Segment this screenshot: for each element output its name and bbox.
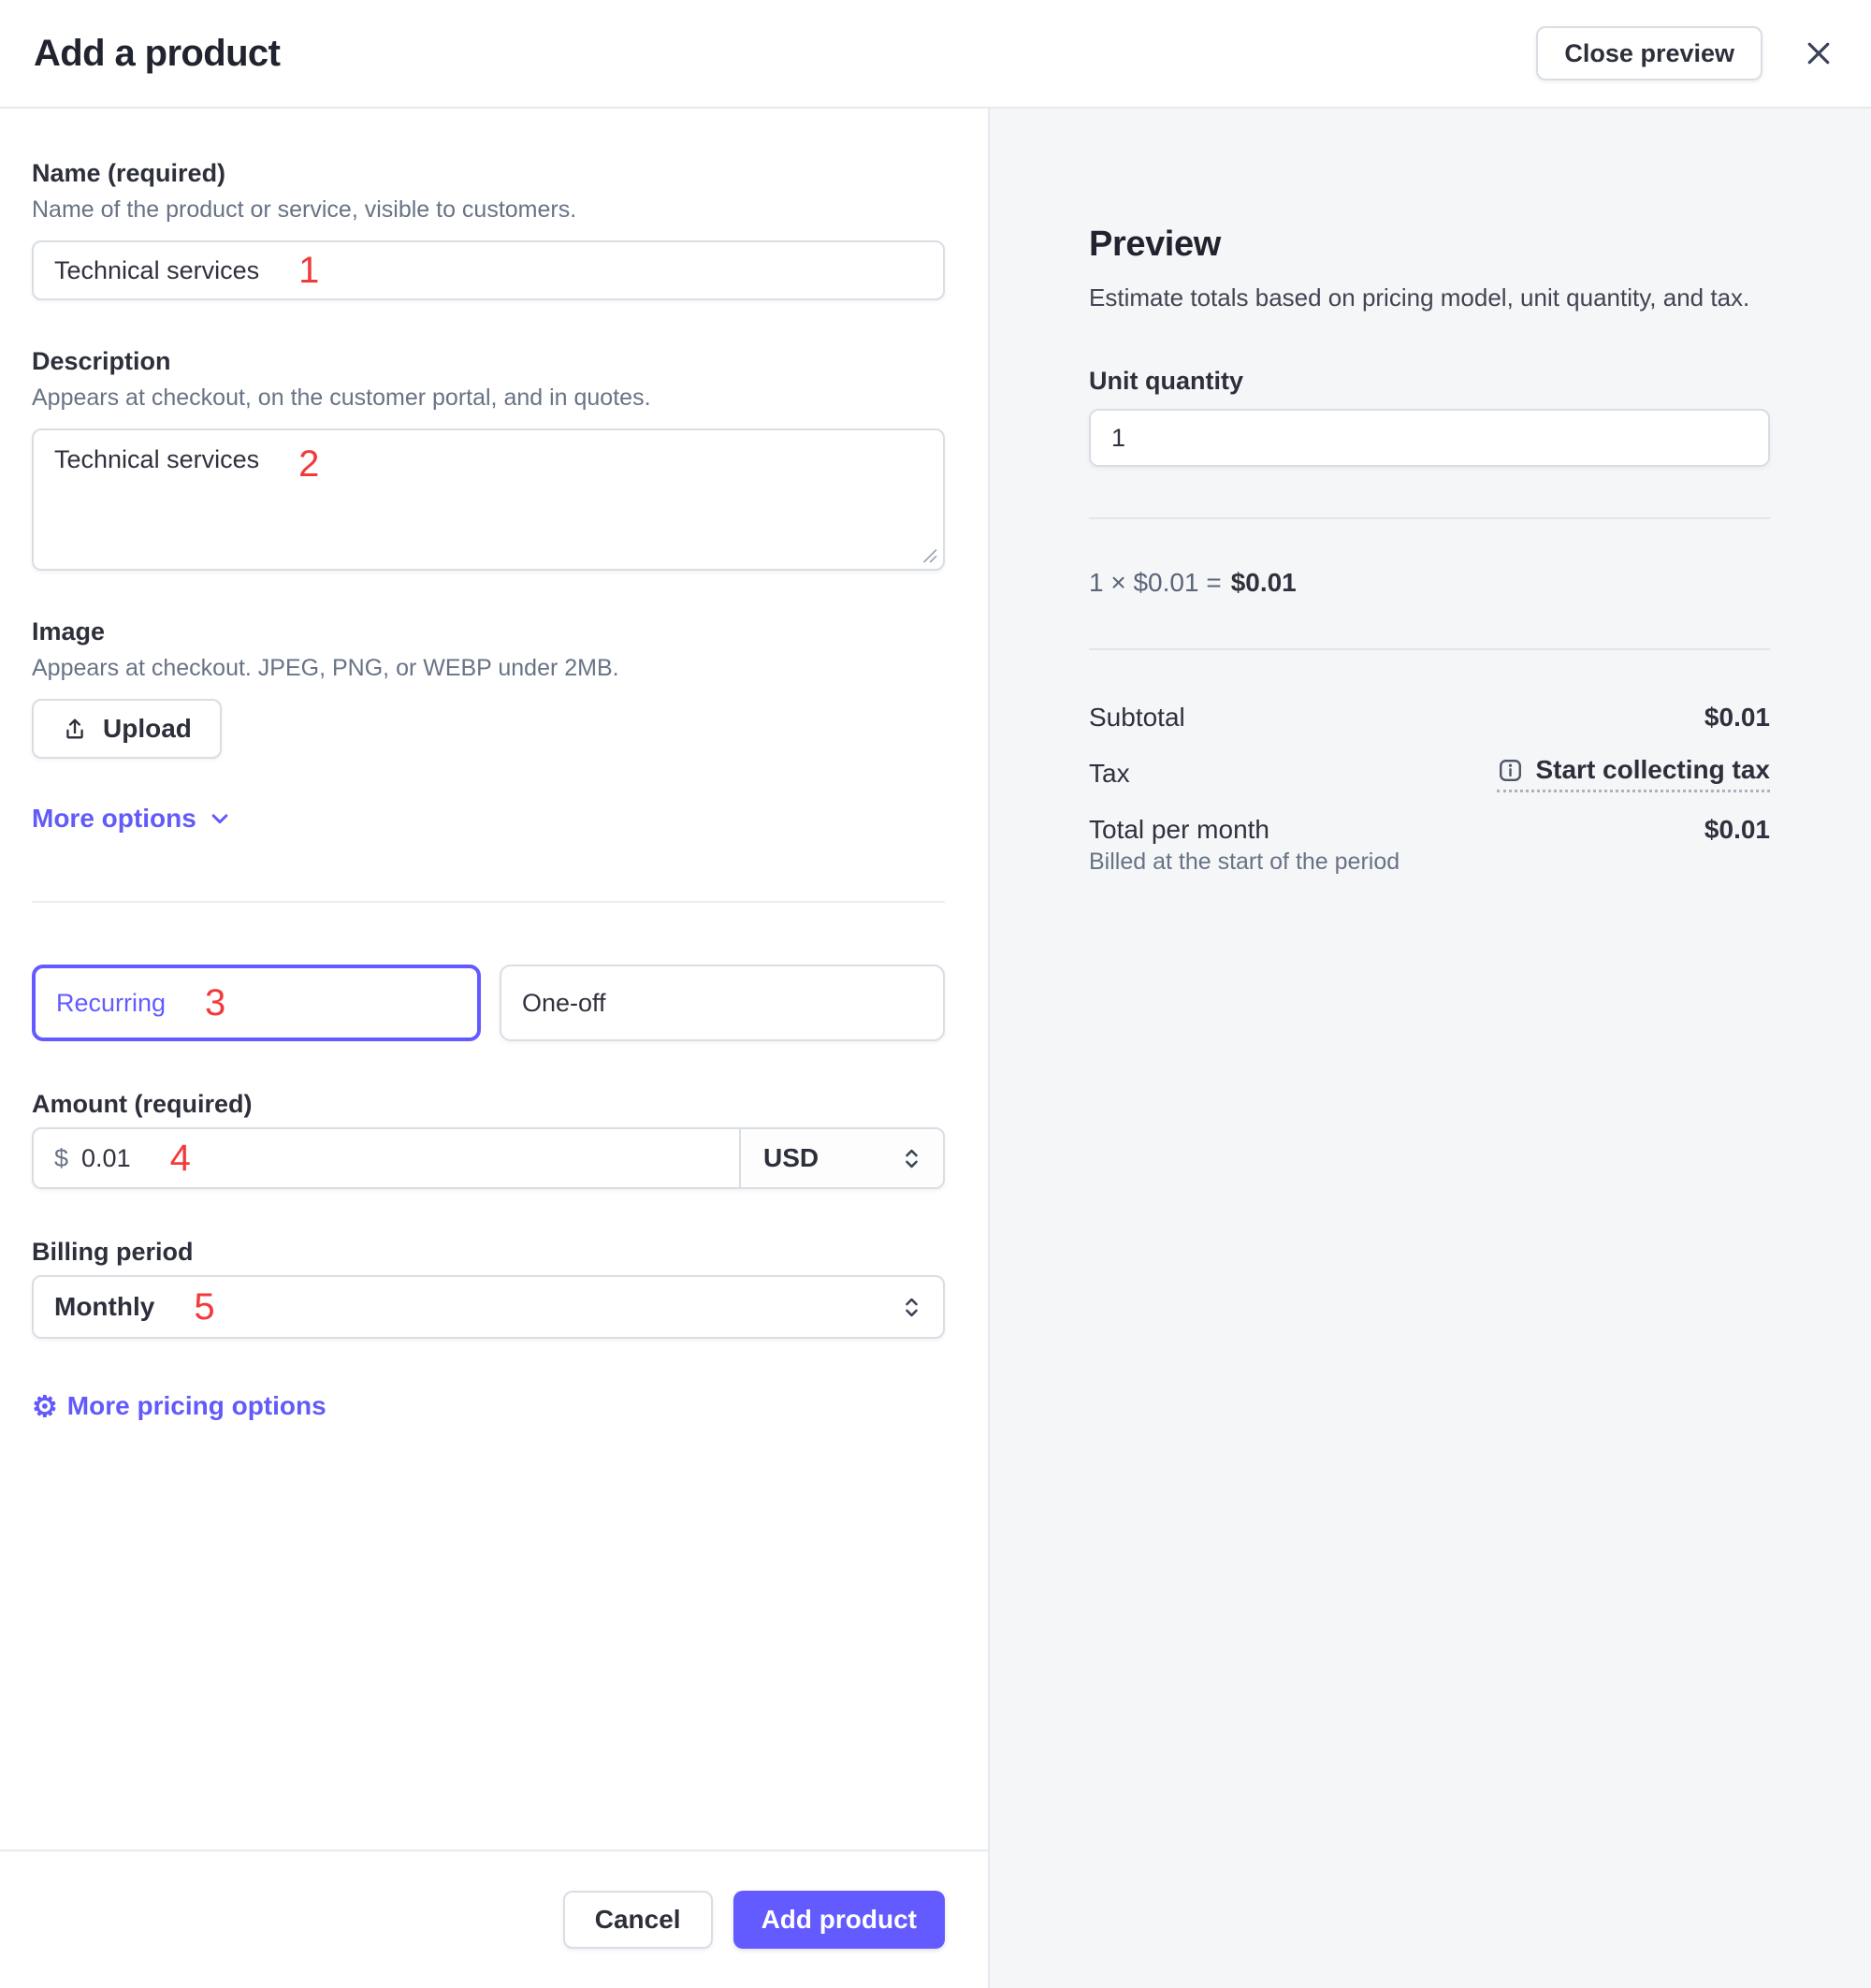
upload-button[interactable]: [32, 699, 222, 759]
one-off-label: One-off: [522, 988, 606, 1017]
total-value: $0.01: [1704, 815, 1770, 844]
pricing-type-recurring-button[interactable]: [32, 965, 481, 1041]
upload-icon: [62, 716, 88, 742]
name-input[interactable]: [32, 240, 945, 300]
chevron-updown-icon: [899, 1146, 924, 1171]
resize-grip-icon[interactable]: [920, 545, 938, 564]
recurring-label: Recurring: [56, 988, 167, 1017]
currency-symbol: $: [54, 1143, 69, 1172]
name-field-group: [32, 159, 945, 300]
name-label: Name (required): [32, 159, 226, 187]
preview-panel: [990, 109, 1871, 1988]
total-row: [1089, 815, 1770, 845]
amount-field-group: [32, 1090, 945, 1189]
annotation-2: 2: [298, 443, 320, 485]
billing-note: Billed at the start of the period: [1089, 849, 1400, 875]
cancel-button[interactable]: Cancel: [563, 1891, 713, 1949]
description-helper: Appears at checkout, on the customer portal, and in quotes.: [32, 385, 651, 411]
preview-divider: [1089, 648, 1770, 650]
preview-title: Preview: [1089, 225, 1221, 264]
chevron-down-icon: [206, 805, 234, 833]
unit-quantity-input[interactable]: [1089, 409, 1770, 467]
form-section-divider: [32, 901, 945, 903]
page-title: Add a product: [34, 32, 281, 74]
currency-select-value: USD: [763, 1143, 819, 1172]
image-field-group: [32, 617, 945, 759]
subtotal-row: [1089, 703, 1770, 733]
close-icon[interactable]: [1802, 36, 1835, 70]
equation-result: $0.01: [1230, 568, 1297, 597]
pricing-type-one-off-button[interactable]: [500, 965, 945, 1041]
product-form-panel: [0, 109, 990, 1988]
billing-period-select[interactable]: [32, 1275, 945, 1339]
dialog-body: [0, 109, 1871, 1988]
more-options-link[interactable]: [32, 804, 234, 834]
dialog-header: [0, 0, 1871, 109]
annotation-4: 4: [169, 1138, 191, 1179]
unit-quantity-value: 1: [1111, 423, 1126, 452]
description-field-group: [32, 347, 945, 571]
name-input-value: Technical services: [54, 255, 260, 284]
preview-content: [1089, 225, 1770, 876]
preview-subtitle: Estimate totals based on pricing model, unit quantity, and tax.: [1089, 283, 1750, 312]
chevron-updown-icon: [899, 1295, 924, 1320]
amount-label: Amount (required): [32, 1090, 253, 1118]
description-textarea[interactable]: [32, 428, 945, 571]
product-form: [0, 109, 988, 1850]
close-preview-button[interactable]: Close preview: [1536, 26, 1762, 80]
amount-input[interactable]: [34, 1129, 739, 1187]
annotation-3: 3: [205, 982, 226, 1023]
more-pricing-options-link[interactable]: [32, 1391, 326, 1421]
name-helper: Name of the product or service, visible to customers.: [32, 196, 577, 223]
form-footer: [0, 1850, 988, 1988]
subtotal-value: $0.01: [1704, 703, 1770, 732]
unit-quantity-label: Unit quantity: [1089, 367, 1243, 395]
description-value: Technical services: [54, 445, 260, 473]
amount-value: 0.01: [81, 1143, 131, 1172]
description-label: Description: [32, 347, 171, 375]
annotation-5: 5: [194, 1286, 215, 1328]
info-icon: [1497, 757, 1524, 784]
price-equation: [1089, 568, 1770, 598]
image-helper: Appears at checkout. JPEG, PNG, or WEBP under 2MB.: [32, 655, 619, 681]
image-label: Image: [32, 617, 106, 646]
totals-summary: [1089, 703, 1770, 876]
pricing-type-toggle: [32, 965, 945, 1041]
tax-row: [1089, 755, 1770, 792]
gear-icon: ⚙: [32, 1389, 58, 1423]
billing-period-value: Monthly: [54, 1292, 155, 1321]
start-collecting-tax-link[interactable]: [1497, 755, 1770, 792]
add-product-button[interactable]: Add product: [733, 1891, 945, 1949]
annotation-1: 1: [298, 250, 320, 291]
total-label: Total per month: [1089, 815, 1269, 844]
subtotal-label: Subtotal: [1089, 703, 1185, 732]
equation-expression: 1 × $0.01 =: [1089, 568, 1222, 597]
more-pricing-options-label: More pricing options: [66, 1391, 326, 1420]
amount-input-group: [32, 1127, 945, 1189]
header-actions: [1536, 26, 1835, 80]
start-collecting-tax-label: Start collecting tax: [1535, 755, 1770, 784]
tax-label: Tax: [1089, 759, 1130, 788]
billing-period-field-group: [32, 1238, 945, 1339]
preview-divider: [1089, 517, 1770, 519]
billing-period-label: Billing period: [32, 1238, 194, 1266]
more-options-label: More options: [32, 804, 196, 833]
upload-label: Upload: [103, 714, 192, 743]
currency-select[interactable]: [739, 1129, 943, 1187]
